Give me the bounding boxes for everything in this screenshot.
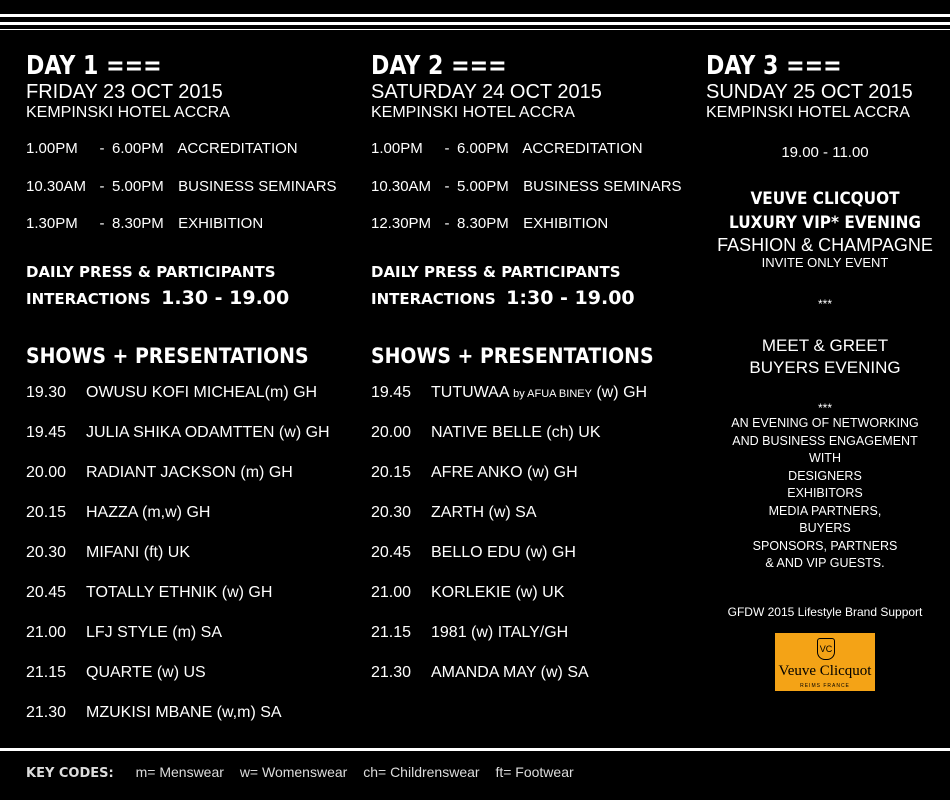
shows-list — [26, 384, 356, 744]
shows-heading: SHOWS + PRESENTATIONS — [371, 343, 654, 368]
separator: *** — [817, 401, 832, 415]
meet-greet: MEET & GREET BUYERS EVENING — [749, 336, 901, 377]
key-code: w= Womenswear — [239, 764, 348, 780]
show-row: 21.30 MZUKISI MBANE (w,m) SA — [26, 703, 282, 721]
show-row: 20.45 TOTALLY ETHNIK (w) GH — [26, 583, 273, 601]
show-row: 21.00 KORLEKIE (w) UK — [371, 583, 565, 601]
day-title: DAY 1 === — [26, 51, 162, 81]
show-row: 20.00 RADIANT JACKSON (m) GH — [26, 463, 293, 481]
schedule-row: 10.30AM - 5.00PM BUSINESS SEMINARS — [26, 177, 337, 195]
show-row: 21.30 AMANDA MAY (w) SA — [371, 663, 589, 681]
show-row: 20.15 HAZZA (m,w) GH — [26, 503, 211, 521]
key-code: ft= Footwear — [495, 764, 574, 780]
show-row: 20.30 ZARTH (w) SA — [371, 503, 537, 521]
schedule-row: 1.30PM - 8.30PM EXHIBITION — [26, 215, 264, 232]
day-date: SUNDAY 25 OCT 2015 — [706, 81, 913, 103]
day-venue: KEMPINSKI HOTEL ACCRA — [26, 104, 230, 121]
brand-support: GFDW 2015 Lifestyle Brand Support — [727, 604, 923, 619]
show-row: 19.30 OWUSU KOFI MICHEAL(m) GH — [26, 383, 318, 401]
day-venue: KEMPINSKI HOTEL ACCRA — [706, 104, 910, 121]
time-range: 19.00 - 11.00 — [781, 144, 869, 161]
press-time: 1:30 - 19.00 — [506, 286, 635, 309]
emblem-icon: VC — [817, 638, 835, 660]
press-interactions: DAILY PRESS & PARTICIPANTS INTERACTIONS 1.30 - 19.00 — [26, 262, 290, 309]
key-code: ch= Childrenswear — [363, 764, 480, 780]
schedule — [371, 140, 701, 253]
event-subtitle: LUXURY VIP* EVENING — [729, 213, 921, 233]
schedule-row: 12.30PM - 8.30PM EXHIBITION — [371, 215, 609, 232]
press-interactions: DAILY PRESS & PARTICIPANTS INTERACTIONS 1:30 - 19.00 — [371, 262, 635, 309]
day-date: FRIDAY 23 OCT 2015 — [26, 81, 223, 103]
show-row: 21.15 QUARTE (w) US — [26, 663, 206, 681]
day-1-column — [26, 52, 356, 744]
top-rule-3 — [0, 29, 950, 30]
event-title: VEUVE CLICQUOT — [750, 189, 900, 209]
shows-list — [371, 384, 701, 704]
show-row: 21.15 1981 (w) ITALY/GH — [371, 623, 569, 641]
key-code: m= Menswear — [135, 764, 224, 780]
press-time: 1.30 - 19.00 — [161, 286, 290, 309]
day-date: SATURDAY 24 OCT 2015 — [371, 81, 602, 103]
shows-heading: SHOWS + PRESENTATIONS — [26, 343, 309, 368]
top-rule-2 — [0, 22, 950, 25]
show-row: 20.45 BELLO EDU (w) GH — [371, 543, 576, 561]
separator: *** — [817, 297, 832, 311]
schedule-row: 10.30AM - 5.00PM BUSINESS SEMINARS — [371, 177, 682, 195]
networking-description: AN EVENING OF NETWORKING AND BUSINESS ENGAGEMENT WITH DESIGNERS EXHIBITORS MEDIA PARTNERS, BUYERS SPONSORS, PARTNERS & AND VIP GUESTS. — [731, 416, 919, 570]
bottom-rule — [0, 748, 950, 751]
day-2-column — [371, 52, 701, 704]
schedule-row: 1.00PM - 6.00PM ACCREDITATION — [26, 140, 298, 157]
key-codes-heading: KEY CODES: — [26, 766, 114, 781]
event-theme: FASHION & CHAMPAGNE — [717, 235, 933, 255]
show-row: 20.15 AFRE ANKO (w) GH — [371, 463, 578, 481]
day-3-column — [706, 52, 946, 691]
day-title: DAY 2 === — [371, 51, 507, 81]
schedule-row: 1.00PM - 6.00PM ACCREDITATION — [371, 140, 643, 157]
veuve-clicquot-logo: VC Veuve Clicquot REIMS FRANCE — [775, 633, 875, 691]
day-venue: KEMPINSKI HOTEL ACCRA — [371, 104, 575, 121]
show-row: 20.30 MIFANI (ft) UK — [26, 543, 190, 561]
show-row: 21.00 LFJ STYLE (m) SA — [26, 623, 223, 641]
schedule — [26, 140, 356, 253]
show-row: 19.45 JULIA SHIKA ODAMTTEN (w) GH — [26, 423, 330, 441]
show-row: 20.00 NATIVE BELLE (ch) UK — [371, 423, 601, 441]
top-rule-1 — [0, 14, 950, 17]
event-note: INVITE ONLY EVENT — [761, 255, 889, 270]
show-row: 19.45 TUTUWAA by AFUA BINEY (w) GH — [371, 383, 648, 401]
day-title: DAY 3 === — [706, 51, 842, 81]
key-codes — [26, 764, 586, 781]
